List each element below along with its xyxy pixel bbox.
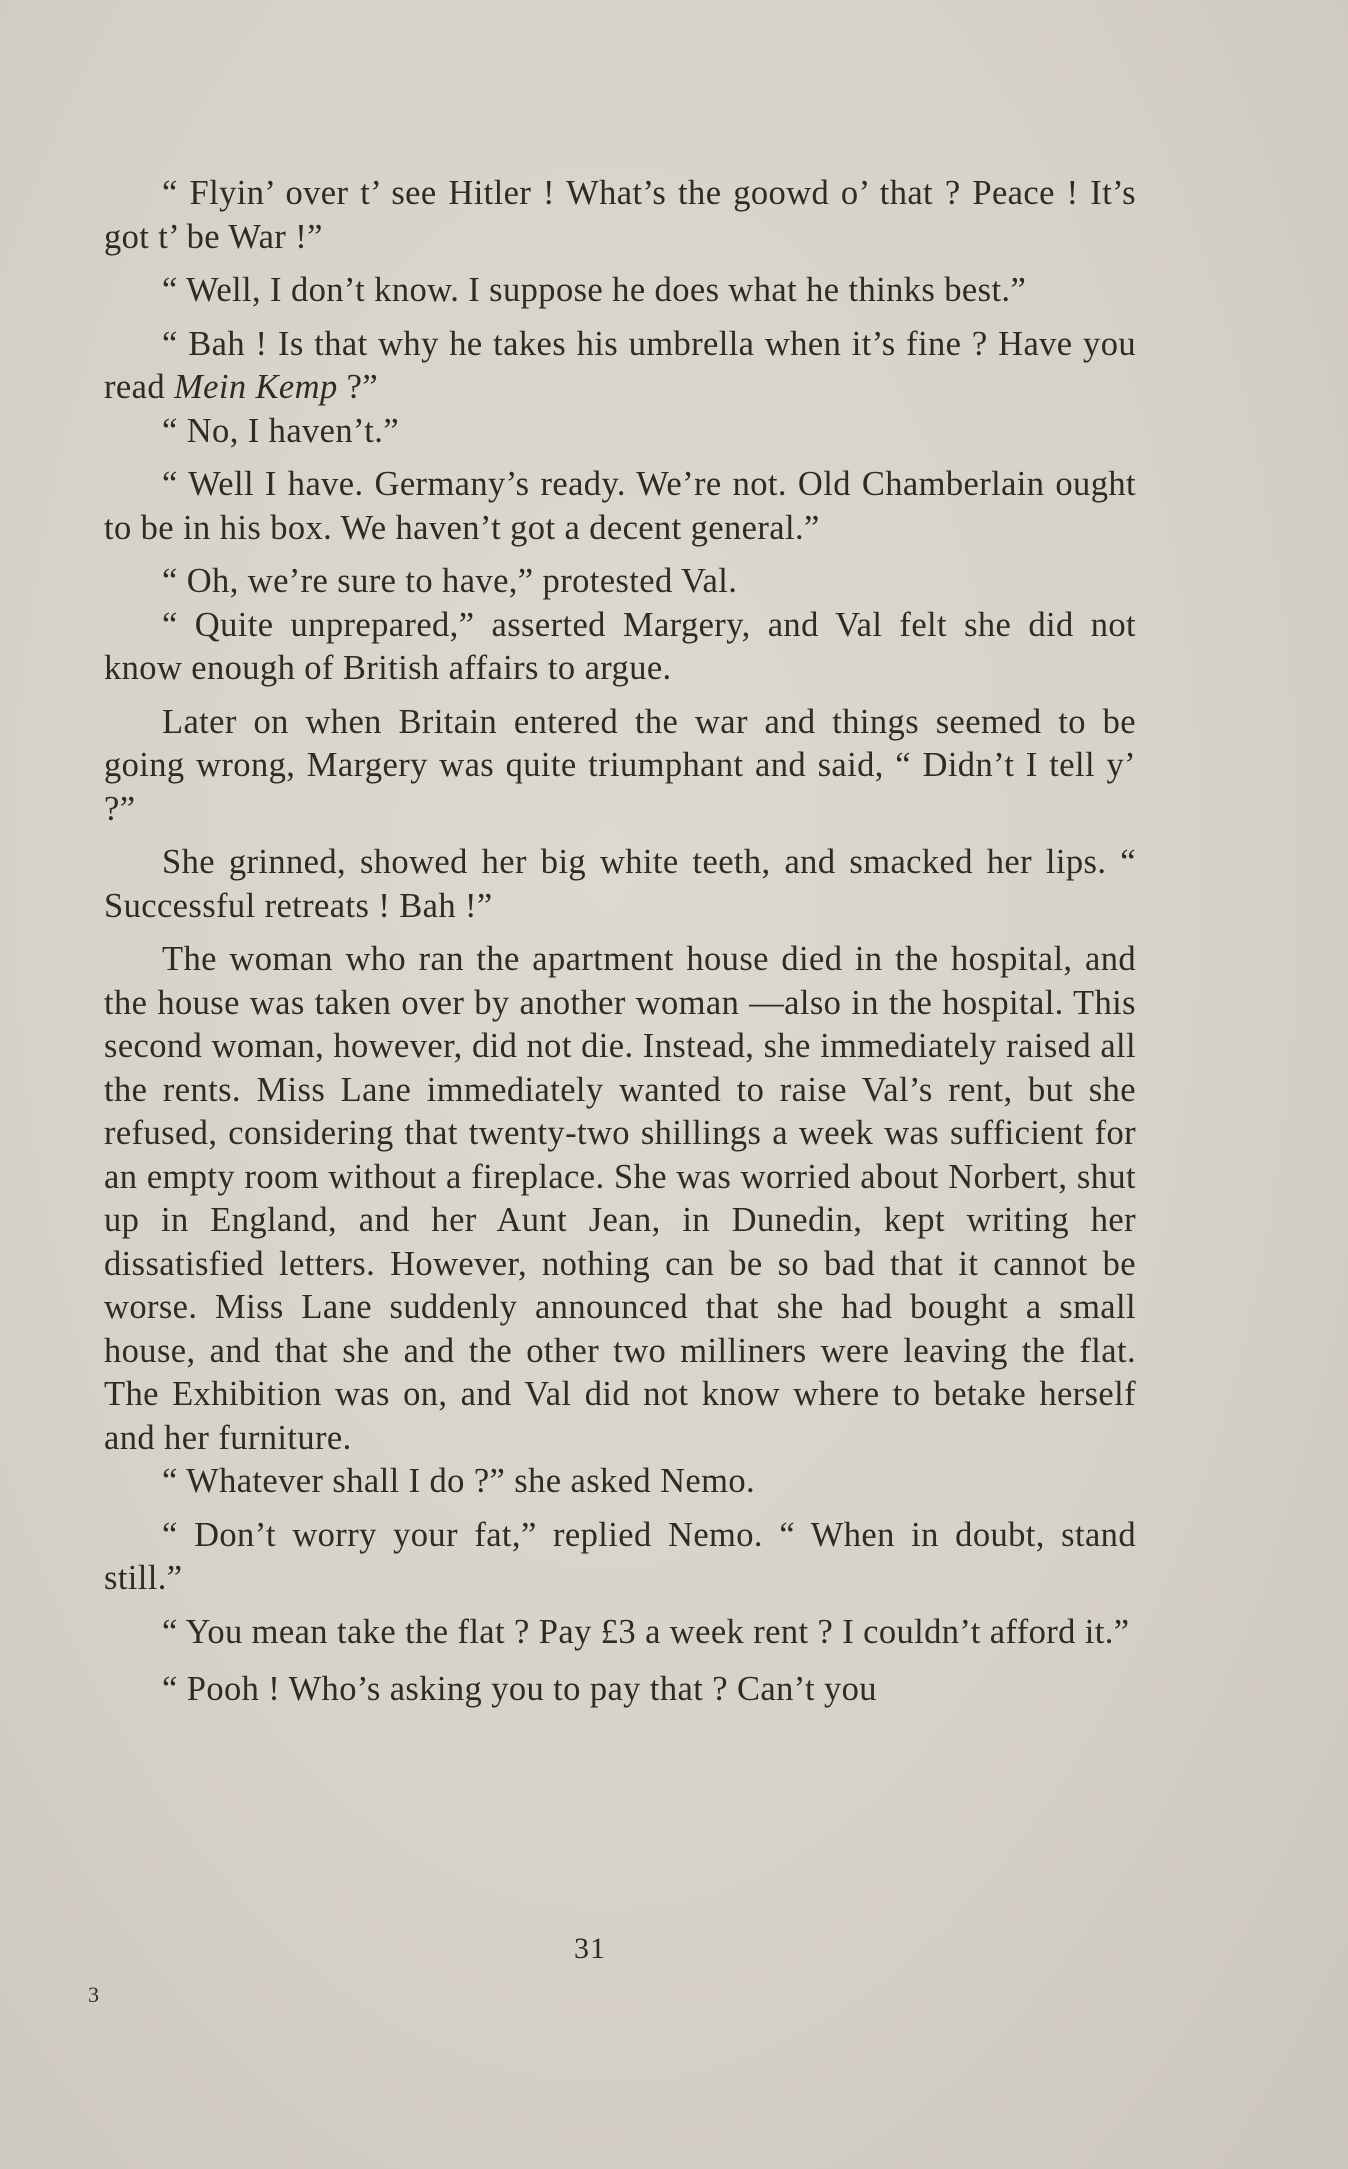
paragraph: “ No, I haven’t.” <box>162 411 400 450</box>
paragraph <box>104 323 1136 410</box>
body-text <box>104 172 1136 1712</box>
paragraph: “ Oh, we’re sure to have,” protested Val. <box>162 562 738 600</box>
paragraph: “ Quite unprepared,” asserted Margery, and Val felt she did not know enough of British affairs to argue. <box>104 605 1136 687</box>
paragraph-text: “ Bah ! Is that why he takes his umbrella when it’s fine ? Have you read <box>104 324 1136 406</box>
paragraph: “ Well, I don’t know. I suppose he does what he thinks best.” <box>162 271 1027 309</box>
book-title-italic: Mein Kemp <box>174 368 338 406</box>
paragraph: The woman who ran the apartment house died in the hospital, and the house was taken over by another woman —also in the hospital. This second woman, however, did not die. Instead, she immediately raised all the rents. Miss Lane immediately wanted to raise Val’s rent, but she refused, considering that twenty-two shillings a week was sufficient for an empty room without a fireplace. She was worried about Norbert, shut up in England, and her Aunt Jean, in Dunedin, kept writing her dissatisfied letters. However, nothing can be so bad that it cannot be worse. Miss Lane suddenly announced that she had bought a small house, and that she and the other two milliners were leaving the flat. The Exhibition was on, and Val did not know where to betake herself and her furniture. <box>104 940 1136 1457</box>
signature-mark: 3 <box>88 1982 99 2007</box>
paragraph: “ Flyin’ over t’ see Hitler ! What’s the goowd o’ that ? Peace ! It’s got t’ be War !” <box>104 174 1136 256</box>
paragraph: “ You mean take the flat ? Pay £3 a week rent ? I couldn’t afford it.” <box>162 1612 1130 1651</box>
paragraph: “ Whatever shall I do ?” she asked Nemo. <box>162 1462 756 1500</box>
paragraph: She grinned, showed her big white teeth, and smacked her lips. “ Successful retreats ! Bah !” <box>104 843 1136 925</box>
paragraph: “ Pooh ! Who’s asking you to pay that ? Can’t you <box>162 1670 877 1708</box>
paragraph: Later on when Britain entered the war and things seemed to be going wrong, Margery was quite triumphant and said, “ Didn’t I tell y’ ?” <box>104 702 1136 828</box>
paragraph: “ Well I have. Germany’s ready. We’re not. Old Chamberlain ought to be in his box. We haven’t got a decent general.” <box>104 465 1136 547</box>
paragraph-text: ?” <box>337 368 379 406</box>
page-number: 31 <box>574 1932 606 1965</box>
paragraph: “ Don’t worry your fat,” replied Nemo. “ When in doubt, stand still.” <box>104 1515 1136 1597</box>
